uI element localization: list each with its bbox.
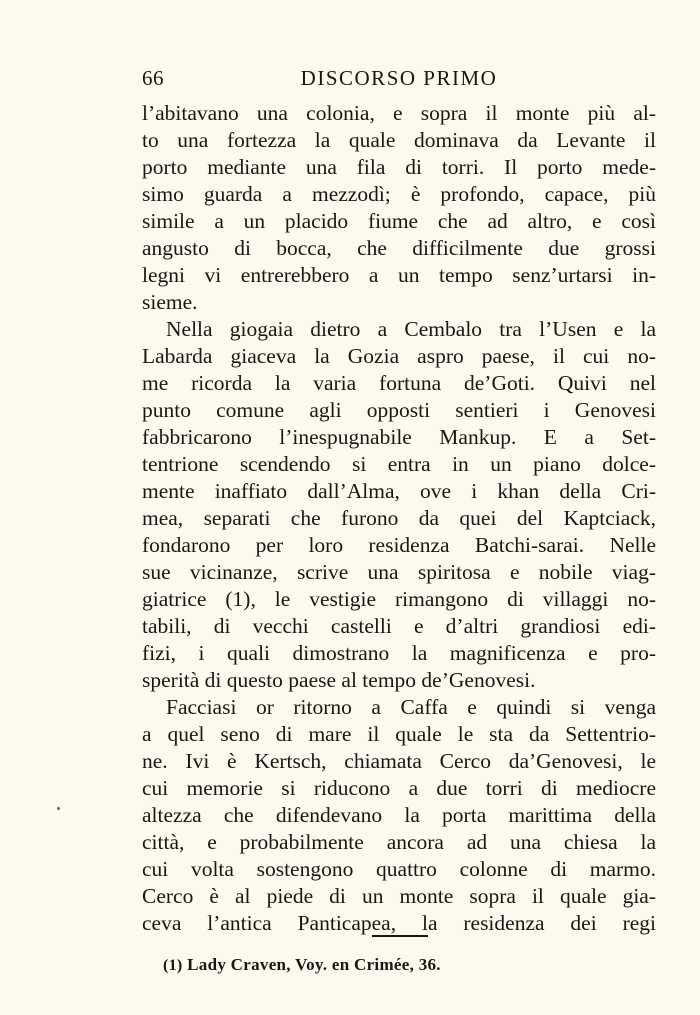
text-line: ceva l’antica Panticapea, la residenza dei regi xyxy=(142,911,656,935)
text-line: mea, separati che furono da quei del Kaptciack, xyxy=(142,506,656,530)
text-line: fondarono per loro residenza Batchi-sarai. Nelle xyxy=(142,533,656,557)
page-number: 66 xyxy=(142,66,164,90)
text-line: l’abitavano una colonia, e sopra il monte più al- xyxy=(142,101,656,125)
text-line: mente inaffiato dall’Alma, ove i khan della Cri- xyxy=(142,479,656,503)
text-line: cui volta sostengono quattro colonne di marmo. xyxy=(142,857,656,881)
text-line: tabili, di vecchi castelli e d’altri grandiosi edi- xyxy=(142,614,656,638)
text-line: me ricorda la varia fortuna de’Goti. Quivi nel xyxy=(142,371,656,395)
text-line: giatrice (1), le vestigie rimangono di villaggi no- xyxy=(142,587,656,611)
text-line: ne. Ivi è Kertsch, chiamata Cerco da’Genovesi, le xyxy=(142,749,656,773)
text-line: cui memorie si riducono a due torri di mediocre xyxy=(142,776,656,800)
text-line: città, e probabilmente ancora ad una chiesa la xyxy=(142,830,656,854)
text-line: punto comune agli opposti sentieri i Genovesi xyxy=(142,398,656,422)
paragraph-start: Facciasi or ritorno a Caffa e quindi si venga xyxy=(166,695,656,719)
text-line: fabbricarono l’inespugnabile Mankup. E a Set- xyxy=(142,425,656,449)
paper-speck xyxy=(57,807,60,810)
text-line: angusto di bocca, che difficilmente due grossi xyxy=(142,236,656,260)
text-line: simile a un placido fiume che ad altro, e così xyxy=(142,209,656,233)
text-line: simo guarda a mezzodì; è profondo, capace, più xyxy=(142,182,656,206)
text-line: Labarda giaceva la Gozia aspro paese, il cui no- xyxy=(142,344,656,368)
text-line: a quel seno di mare il quale le sta da Settentrio- xyxy=(142,722,656,746)
text-line: sue vicinanze, scrive una spiritosa e nobile viag- xyxy=(142,560,656,584)
text-line: porto mediante una fila di torri. Il porto mede- xyxy=(142,155,656,179)
footnote-rule xyxy=(372,935,428,937)
text-line: to una fortezza la quale dominava da Levante il xyxy=(142,128,656,152)
paragraph-start: Nella giogaia dietro a Cembalo tra l’Usen e la xyxy=(166,317,656,341)
text-line: tentrione scendendo si entra in un piano dolce- xyxy=(142,452,656,476)
footnote-mark: (1) xyxy=(163,957,183,974)
text-line: Cerco è al piede di un monte sopra il quale gia- xyxy=(142,884,656,908)
text-line: sieme. xyxy=(142,290,198,314)
page-header xyxy=(142,62,656,94)
text-line: legni vi entrerebbero a un tempo senz’urtarsi in- xyxy=(142,263,656,287)
footnote xyxy=(163,955,441,975)
text-line: sperità di questo paese al tempo de’Genovesi. xyxy=(142,668,536,692)
text-line: fizi, i quali dimostrano la magnificenza e pro- xyxy=(142,641,656,665)
text-line: altezza che difendevano la porta marittima della xyxy=(142,803,656,827)
running-title: DISCORSO PRIMO xyxy=(300,66,498,90)
footnote-text: Lady Craven, Voy. en Crimée, 36. xyxy=(187,955,441,974)
